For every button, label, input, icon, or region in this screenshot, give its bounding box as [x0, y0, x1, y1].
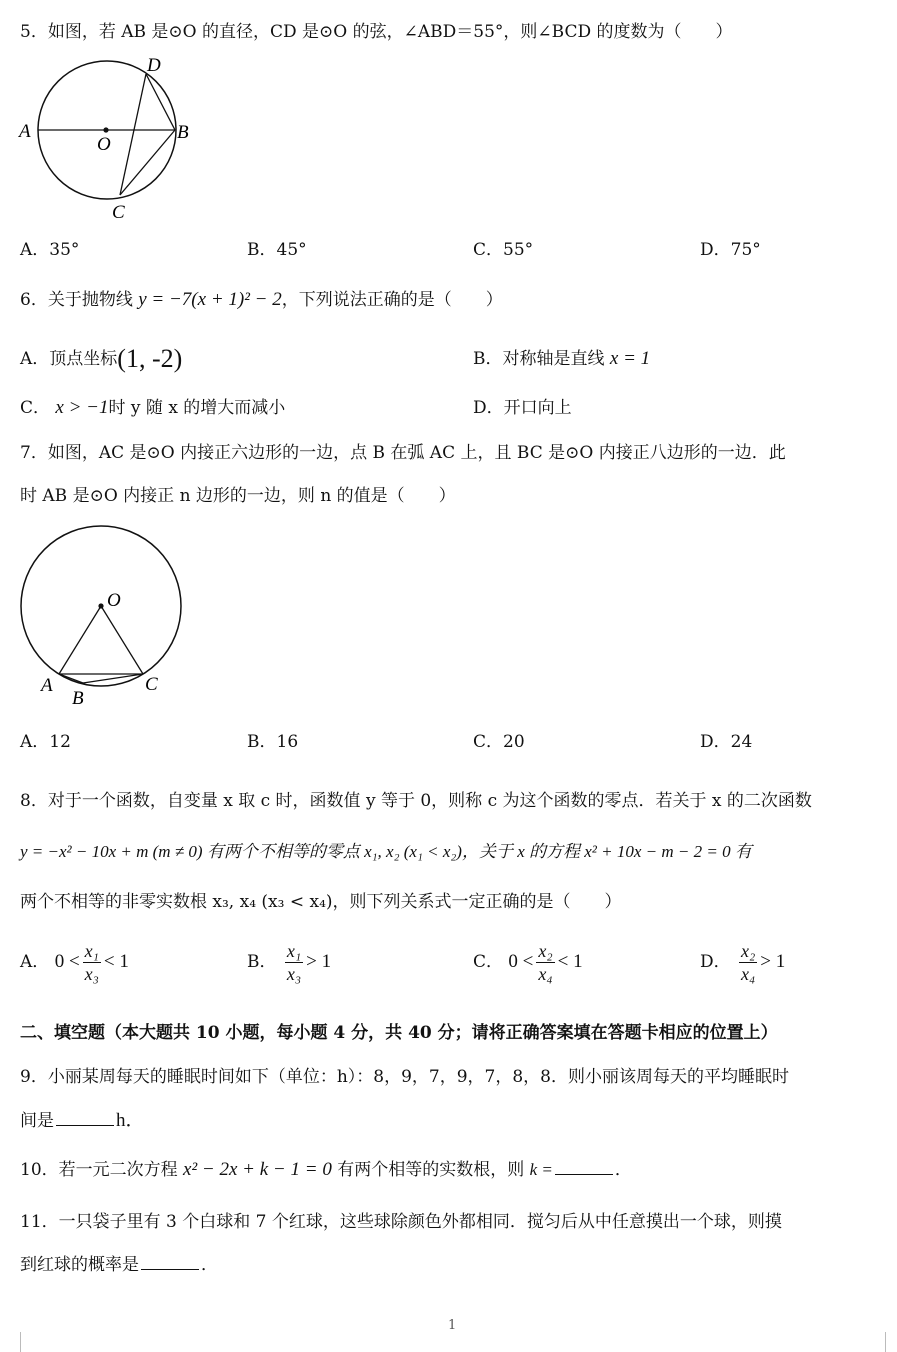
option-math: (1, -2) [117, 344, 183, 373]
q8-option-c[interactable] [473, 940, 583, 985]
segment-oc [101, 606, 143, 674]
q7-number: 7． [20, 443, 48, 463]
option-text: 时 y 随 x 的增大而减小 [108, 398, 286, 418]
q6-option-c[interactable] [20, 396, 285, 420]
q10-end: ． [614, 1160, 632, 1180]
q7-stem-line1 [20, 441, 786, 465]
center-point [103, 127, 108, 132]
q9-stem-line1 [20, 1065, 789, 1089]
option-left: 0 < [508, 951, 534, 972]
q11-number: 11． [20, 1212, 59, 1232]
q6-suffix: ，下列说法正确的是（ ） [281, 290, 503, 310]
label-c: C [145, 674, 158, 695]
q8-line1: 对于一个函数，自变量 x 取 c 时，函数值 y 等于 0，则称 c 为这个函数的零点．若关于 x 的二次函数 [47, 791, 812, 811]
q6-formula: y = −7(x + 1)² − 2 [138, 289, 282, 310]
option-right: > 1 [306, 951, 332, 972]
q11-stem-line1 [20, 1210, 782, 1234]
q8-option-b[interactable] [247, 940, 331, 985]
option-text: 45° [276, 240, 307, 260]
page-edge-right [885, 1332, 886, 1352]
q5-option-a[interactable] [20, 238, 79, 262]
q11-line2-prefix: 到红球的概率是 [20, 1255, 139, 1275]
denominator: x₃ [84, 964, 99, 984]
option-right: > 1 [760, 951, 786, 972]
q5-number: 5． [20, 22, 48, 42]
option-text: 75° [730, 240, 761, 260]
q7-circle-figure [15, 524, 205, 709]
label-d: D [147, 55, 161, 76]
fraction [739, 940, 757, 985]
option-letter: A． [20, 952, 50, 972]
q9-answer-blank[interactable] [56, 1111, 114, 1126]
option-text: 35° [49, 240, 80, 260]
q7-line1: 如图，AC 是⊙O 内接正六边形的一边，点 B 在弧 AC 上，且 BC 是⊙O 内接正八边形的一边．此 [47, 443, 786, 463]
option-letter: B． [247, 240, 277, 260]
numerator: x₁ [84, 941, 99, 961]
option-letter: C． [473, 240, 504, 260]
q7-stem-line2 [20, 484, 456, 508]
q5-option-b[interactable] [247, 238, 307, 262]
q7-option-d[interactable] [700, 730, 752, 754]
option-text: 顶点坐标 [49, 349, 118, 369]
q8-stem-line2 [20, 840, 752, 864]
option-text: 开口向上 [503, 398, 572, 418]
option-letter: B． [473, 349, 503, 369]
q9-number: 9． [20, 1067, 48, 1087]
q8-line2: y = −x² − 10x + m (m ≠ 0) 有两个不相等的零点 x₁, x₂ (x₁ < x₂)，关于 x 的方程 x² + 10x − m − 2 = 0 有 [20, 842, 752, 861]
fraction [285, 940, 303, 985]
page-number: 1 [448, 1318, 457, 1333]
q7-option-c[interactable] [473, 730, 525, 754]
option-letter: D． [700, 952, 731, 972]
q7-line2: 时 AB 是⊙O 内接正 n 边形的一边，则 n 的值是（ ） [20, 486, 456, 506]
q11-stem-line2 [20, 1253, 218, 1277]
q5-stem [20, 20, 732, 44]
label-b: B [177, 122, 189, 143]
option-letter: D． [700, 240, 731, 260]
numerator: x₂ [538, 941, 553, 961]
option-letter: B． [247, 732, 277, 752]
option-letter: D． [700, 732, 731, 752]
label-o: O [97, 134, 111, 155]
q6-option-a[interactable] [20, 344, 183, 373]
center-point [98, 603, 103, 608]
q8-stem-line3 [20, 890, 622, 914]
option-math: x = 1 [609, 348, 651, 369]
q11-answer-blank[interactable] [141, 1255, 199, 1270]
q5-option-d[interactable] [700, 238, 761, 262]
q6-option-d[interactable] [473, 396, 572, 420]
q5-text: 如图，若 AB 是⊙O 的直径，CD 是⊙O 的弦，∠ABD＝55°，则∠BCD 的度数为（ ） [47, 22, 733, 42]
option-text: 16 [276, 732, 299, 752]
option-letter: C． [473, 952, 504, 972]
q9-line2-prefix: 间是 [20, 1111, 54, 1131]
label-b: B [72, 688, 84, 709]
page-edge-left [20, 1332, 21, 1352]
option-letter: B． [247, 952, 277, 972]
option-letter: A． [20, 240, 50, 260]
q6-number: 6． [20, 290, 48, 310]
numerator: x₂ [741, 941, 756, 961]
q9-line2-suffix: h． [116, 1110, 145, 1131]
q5-option-c[interactable] [473, 238, 533, 262]
fraction [83, 940, 101, 985]
option-letter: C． [473, 732, 504, 752]
option-text: 对称轴是直线 [502, 349, 605, 369]
label-o: O [107, 590, 121, 611]
q9-line1: 小丽某周每天的睡眠时间如下（单位：h）：8，9，7，9，7，8，8．则小丽该周每天的平均睡眠时 [47, 1067, 789, 1087]
denominator: x₄ [538, 964, 553, 984]
q10-suffix: 有两个相等的实数根，则 [337, 1160, 525, 1180]
label-a: A [41, 675, 53, 696]
q10-prefix: 若一元二次方程 [58, 1160, 178, 1180]
q5-circle-figure [15, 52, 200, 224]
denominator: x₃ [286, 964, 302, 984]
q11-line2-suffix: ． [201, 1255, 218, 1275]
option-text: 55° [503, 240, 534, 260]
numerator: x₁ [286, 941, 302, 961]
q7-option-b[interactable] [247, 730, 298, 754]
q10-stem [20, 1158, 632, 1182]
q6-stem [20, 288, 503, 312]
q10-formula: x² − 2x + k − 1 = 0 [183, 1159, 332, 1180]
segment-oa [59, 606, 101, 674]
option-text: 20 [503, 732, 525, 752]
q8-option-a[interactable] [20, 940, 129, 985]
section-title-fill-in: 二、填空题（本大题共 10 小题，每小题 4 分，共 40 分；请将正确答案填在答题卡相应的位置上） [20, 1023, 778, 1043]
option-letter: D． [473, 398, 504, 418]
q10-var: k = [529, 1160, 553, 1179]
option-letter: A． [20, 349, 50, 369]
q8-option-d[interactable] [700, 940, 785, 985]
option-letter: C． [20, 398, 51, 418]
option-right: < 1 [103, 951, 129, 972]
q10-number: 10． [20, 1160, 59, 1180]
label-c: C [112, 202, 125, 223]
option-letter: A． [20, 732, 50, 752]
option-math: x > −1 [55, 397, 109, 418]
option-text: 12 [49, 732, 71, 752]
q8-line3: 两个不相等的非零实数根 x₃, x₄ (x₃ < x₄)，则下列关系式一定正确的是（ ） [20, 892, 622, 912]
q11-line1: 一只袋子里有 3 个白球和 7 个红球，这些球除颜色外都相同．搅匀后从中任意摸出一个球，则摸 [58, 1212, 782, 1232]
q7-option-a[interactable] [20, 730, 71, 754]
q9-stem-line2 [20, 1109, 145, 1133]
chord-cd [120, 74, 146, 195]
q8-stem-line1 [20, 789, 812, 813]
q8-number: 8． [20, 791, 48, 811]
denominator: x₄ [741, 964, 756, 984]
option-right: < 1 [557, 951, 583, 972]
q10-answer-blank[interactable] [555, 1160, 613, 1175]
option-left: 0 < [54, 951, 80, 972]
fraction [536, 940, 554, 985]
q6-option-b[interactable] [473, 347, 650, 371]
q6-prefix: 关于抛物线 [47, 290, 133, 310]
label-a: A [19, 121, 31, 142]
chord-ab [59, 674, 83, 683]
option-text: 24 [730, 732, 753, 752]
